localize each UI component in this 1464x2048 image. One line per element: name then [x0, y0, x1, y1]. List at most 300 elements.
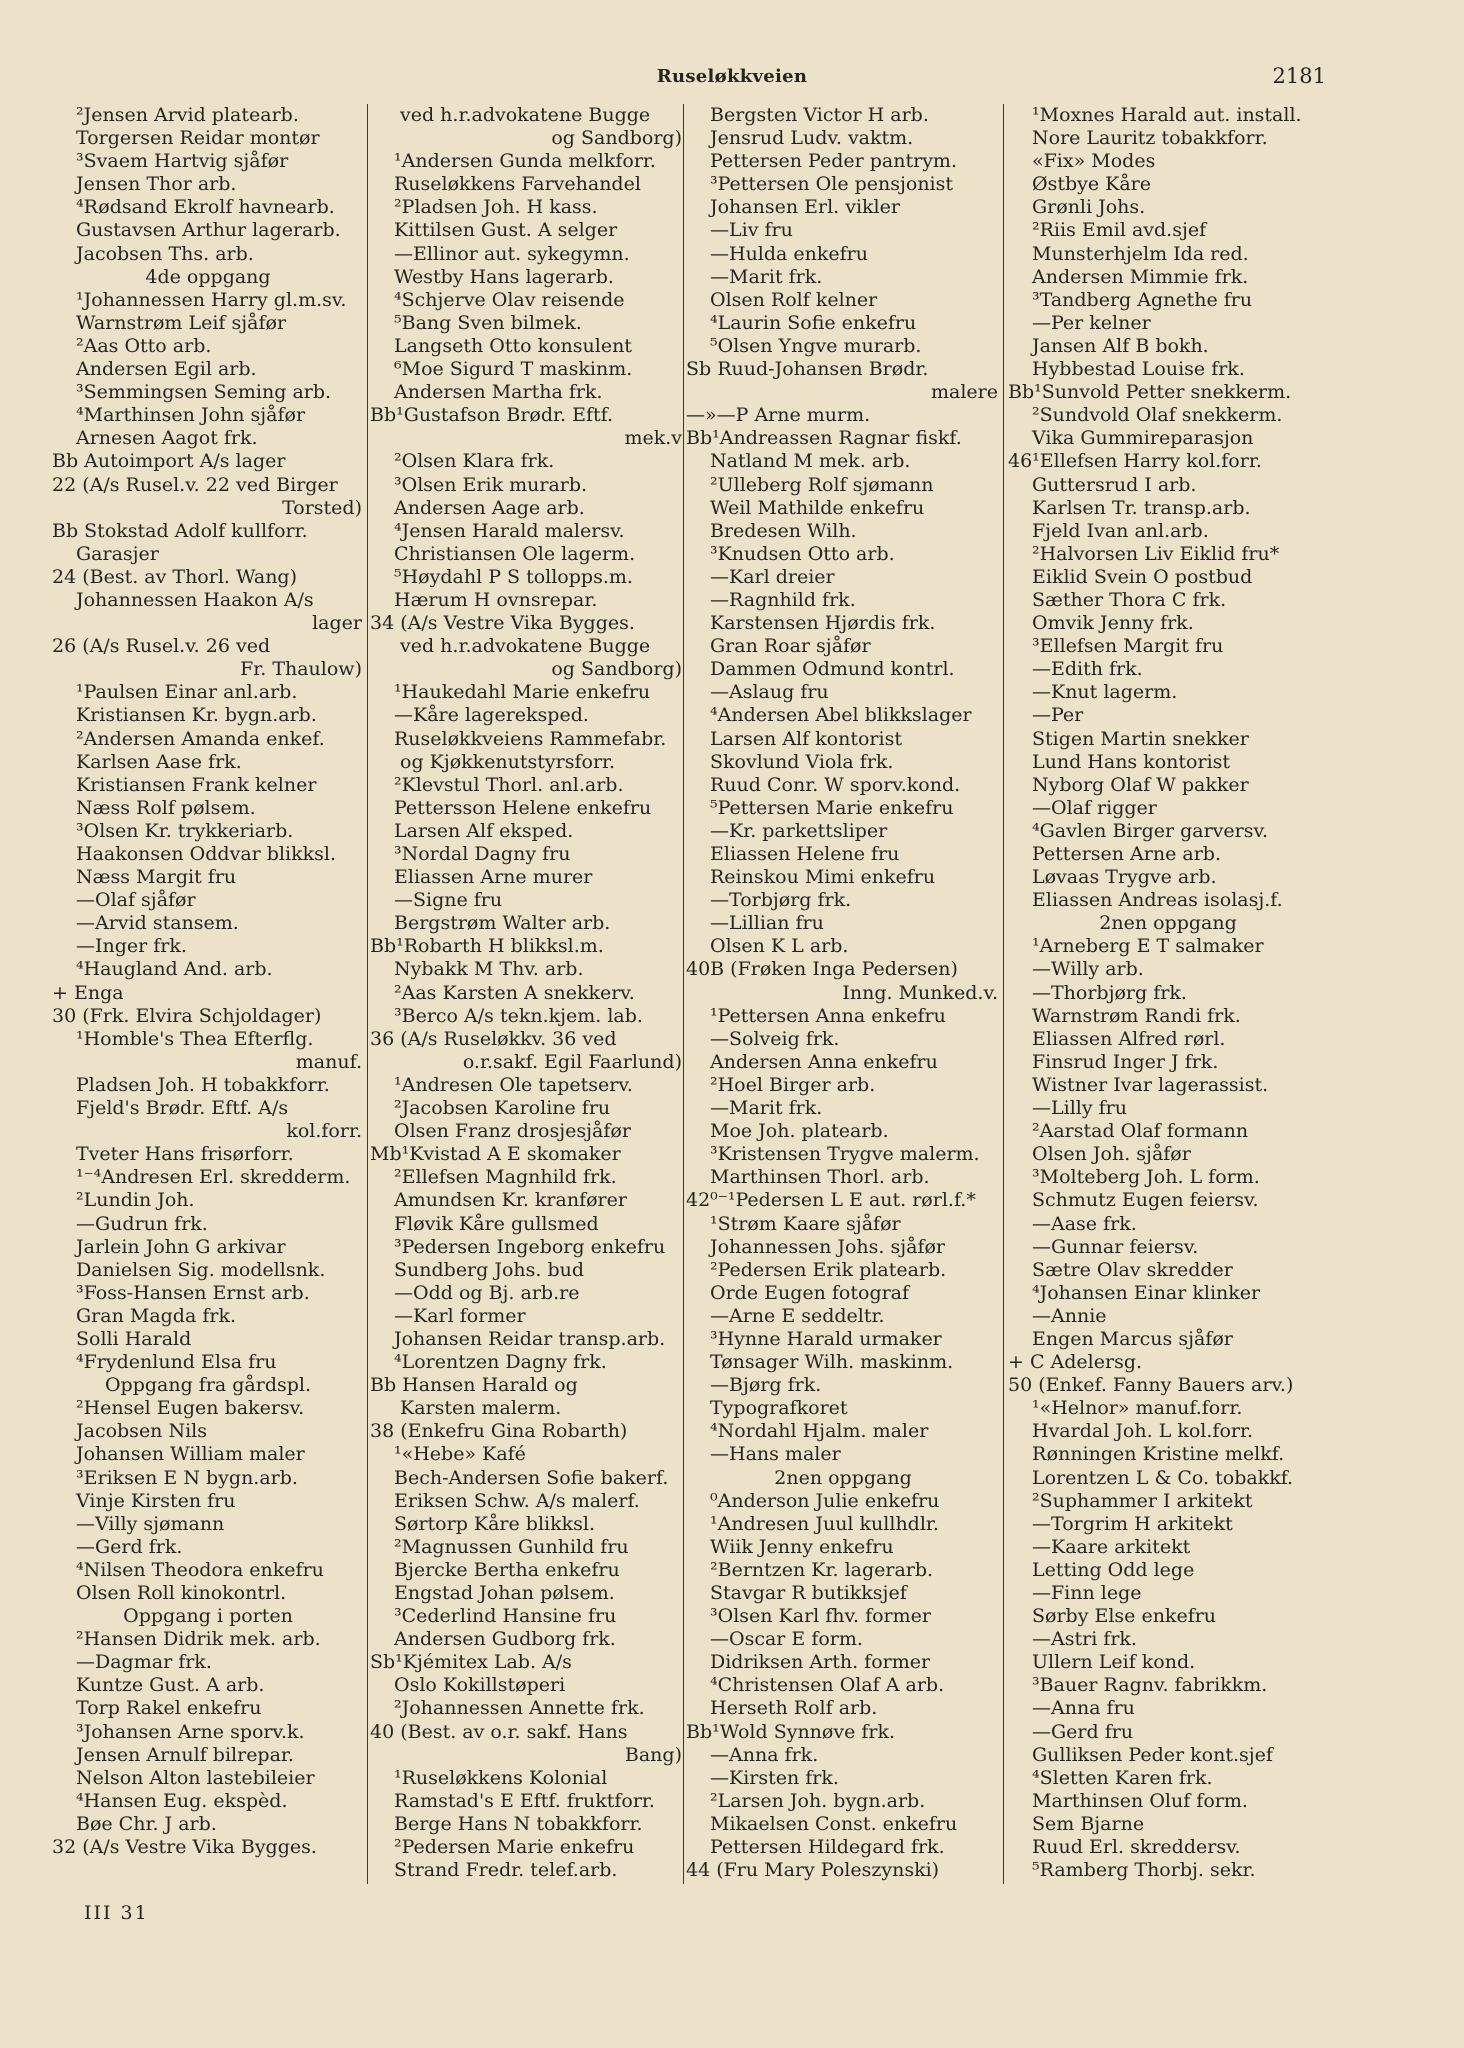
directory-entry: Næss Rolf pølsem. — [76, 796, 256, 819]
directory-entry: —Olaf rigger — [1032, 796, 1157, 819]
street-heading: Ruseløkkveien — [656, 66, 808, 87]
directory-entry: Oppgang fra gårdspl. — [104, 1374, 312, 1397]
directory-entry: Guttersrud I arb. — [1032, 473, 1197, 496]
directory-entry: Tønsager Wilh. maskinm. — [710, 1351, 954, 1374]
directory-entry: ⁴Lorentzen Dagny frk. — [394, 1351, 607, 1374]
directory-entry: 32 (A/s Vestre Vika Bygges. — [52, 1836, 317, 1859]
directory-entry: 42⁰⁻¹Pedersen L E aut. rørl.f.* — [686, 1189, 976, 1212]
directory-entry: —Villy sjømann — [76, 1512, 225, 1535]
directory-entry: «Fix» Modes — [1032, 150, 1156, 173]
column-divider — [1003, 104, 1004, 1884]
directory-entry: Andersen Aage arb. — [394, 496, 585, 519]
directory-entry: Næss Margit fru — [76, 866, 237, 889]
directory-entry: Andersen Mimmie frk. — [1032, 265, 1249, 288]
directory-entry: ³Johansen Arne sporv.k. — [76, 1720, 305, 1743]
directory-entry: ²Sundvold Olaf snekkerm. — [1032, 404, 1283, 427]
directory-entry: —Thorbjørg frk. — [1032, 981, 1187, 1004]
directory-entry: Bjercke Bertha enkefru — [394, 1558, 620, 1581]
directory-entry: —Annie — [1032, 1304, 1107, 1327]
directory-entry: Bergstrøm Walter arb. — [394, 912, 611, 935]
directory-entry: Kristiansen Kr. bygn.arb. — [76, 704, 317, 727]
directory-entry: Herseth Rolf arb. — [710, 1697, 878, 1720]
directory-entry: Løvaas Trygve arb. — [1032, 866, 1217, 889]
directory-entry: —Kåre lagereksped. — [394, 704, 589, 727]
directory-entry: Solli Harald — [76, 1327, 192, 1350]
directory-entry: Johannessen Haakon A/s — [76, 588, 314, 611]
directory-entry: ³Olsen Karl fhv. former — [710, 1605, 931, 1628]
column-divider — [367, 104, 368, 1884]
directory-entry: Rønningen Kristine melkf. — [1032, 1443, 1285, 1466]
directory-entry: Natland M mek. arb. — [710, 450, 911, 473]
directory-entry: —Gunnar feiersv. — [1032, 1235, 1199, 1258]
directory-entry: Hærum H ovnsrepar. — [394, 588, 598, 611]
directory-entry: Larsen Alf kontorist — [710, 727, 902, 750]
directory-entry: —Per kelner — [1032, 311, 1151, 334]
directory-entry: ⁴Nilsen Theodora enkefru — [76, 1558, 324, 1581]
directory-entry: ⁴Nordahl Hjalm. maler — [710, 1420, 929, 1443]
directory-entry: Jensen Thor arb. — [76, 173, 237, 196]
directory-entry: 50 (Enkef. Fanny Bauers arv.) — [1008, 1374, 1294, 1397]
directory-entry: Amundsen Kr. kranfører — [394, 1189, 627, 1212]
directory-entry: ⁴Schjerve Olav reisende — [394, 288, 625, 311]
directory-entry: Vinje Kirsten fru — [76, 1489, 236, 1512]
directory-entry: ⁴Laurin Sofie enkefru — [710, 311, 917, 334]
directory-entry: Bech-Andersen Sofie bakerf. — [394, 1466, 669, 1489]
directory-entry: Lorentzen L & Co. tobakkf. — [1032, 1466, 1294, 1489]
directory-entry: Langseth Otto konsulent — [394, 334, 632, 357]
directory-entry: Bb¹Sunvold Petter snekkerm. — [1008, 381, 1292, 404]
directory-entry: ¹Pettersen Anna enkefru — [710, 1004, 946, 1027]
directory-entry: Strand Fredr. telef.arb. — [394, 1859, 618, 1882]
directory-entry: 2nen oppgang — [1099, 912, 1237, 935]
directory-entry: —Karl dreier — [710, 565, 835, 588]
directory-entry: —Marit frk. — [710, 265, 823, 288]
directory-entry: Orde Eugen fotograf — [710, 1281, 910, 1304]
directory-entry: Kittilsen Gust. A selger — [394, 219, 618, 242]
directory-entry: —Kirsten frk. — [710, 1766, 839, 1789]
directory-entry: mek.v — [624, 427, 682, 450]
directory-entry: —Liv fru — [710, 219, 793, 242]
directory-entry: Schmutz Eugen feiersv. — [1032, 1189, 1259, 1212]
directory-entry: lager — [312, 612, 362, 635]
directory-entry: + Enga — [52, 981, 124, 1004]
directory-entry: Karstensen Hjørdis frk. — [710, 612, 936, 635]
directory-entry: Hvardal Joh. L kol.forr. — [1032, 1420, 1254, 1443]
directory-entry: —Lillian fru — [710, 912, 824, 935]
directory-entry: ³Semmingsen Seming arb. — [76, 381, 332, 404]
directory-entry: —Solveig frk. — [710, 1027, 840, 1050]
directory-entry: Mb¹Kvistad A E skomaker — [370, 1143, 621, 1166]
directory-entry: Fløvik Kåre gullsmed — [394, 1212, 599, 1235]
directory-entry: Jensrud Ludv. vaktm. — [710, 127, 914, 150]
printer-signature: III 31 — [84, 1902, 149, 1924]
directory-entry: Hybbestad Louise frk. — [1032, 358, 1245, 381]
directory-entry: Torsted) — [282, 496, 362, 519]
directory-entry: —Knut lagerm. — [1032, 681, 1178, 704]
directory-entry: ²Halvorsen Liv Eiklid fru* — [1032, 542, 1280, 565]
directory-entry: Dammen Odmund kontrl. — [710, 658, 955, 681]
directory-entry: 30 (Frk. Elvira Schjoldager) — [52, 1004, 322, 1027]
directory-entry: Østbye Kåre — [1032, 173, 1151, 196]
directory-entry: Danielsen Sig. modellsnk. — [76, 1258, 326, 1281]
directory-entry: Typografkoret — [710, 1397, 848, 1420]
directory-entry: Bredesen Wilh. — [710, 519, 857, 542]
directory-entry: Weil Mathilde enkefru — [710, 496, 925, 519]
directory-entry: —Signe fru — [394, 889, 503, 912]
directory-entry: ³Pettersen Ole pensjonist — [710, 173, 954, 196]
directory-entry: ⁵Ramberg Thorbj. sekr. — [1032, 1859, 1256, 1882]
directory-entry: Kristiansen Frank kelner — [76, 773, 317, 796]
directory-entry: ⁴Haugland And. arb. — [76, 958, 273, 981]
directory-entry: ²Pladsen Joh. H kass. — [394, 196, 598, 219]
directory-entry: Arnesen Aagot frk. — [76, 427, 258, 450]
directory-entry: ³Olsen Kr. trykkeriarb. — [76, 819, 294, 842]
directory-entry: —Anna fru — [1032, 1697, 1135, 1720]
directory-entry: ¹⁻⁴Andresen Erl. skredderm. — [76, 1166, 351, 1189]
directory-entry: —Odd og Bj. arb.re — [394, 1281, 580, 1304]
directory-entry: —Torgrim H arkitekt — [1032, 1512, 1233, 1535]
directory-entry: Warnstrøm Leif sjåfør — [76, 311, 287, 334]
directory-entry: —Bjørg frk. — [710, 1374, 822, 1397]
directory-entry: Fr. Thaulow) — [240, 658, 362, 681]
directory-entry: Ramstad's E Eftf. fruktforr. — [394, 1789, 655, 1812]
directory-entry: Fjeld Ivan anl.arb. — [1032, 519, 1209, 542]
directory-entry: Sørtorp Kåre blikksl. — [394, 1512, 595, 1535]
directory-entry: —Arvid stansem. — [76, 912, 239, 935]
directory-entry: —Anna frk. — [710, 1743, 819, 1766]
directory-entry: Berge Hans N tobakkforr. — [394, 1812, 643, 1835]
directory-entry: ²Hensel Eugen bakersv. — [76, 1397, 305, 1420]
directory-entry: Bb¹Gustafson Brødr. Eftf. — [370, 404, 614, 427]
directory-entry: Bergsten Victor H arb. — [710, 104, 929, 126]
directory-entry: Sørby Else enkefru — [1032, 1605, 1217, 1628]
directory-entry: Karlsen Tr. transp.arb. — [1032, 496, 1251, 519]
directory-entry: Nyborg Olaf W pakker — [1032, 773, 1249, 796]
directory-entry: Garasjer — [76, 542, 159, 565]
directory-entry: —Inger frk. — [76, 935, 187, 958]
directory-entry: ⁵Bang Sven bilmek. — [394, 311, 582, 334]
column-4 — [1008, 104, 1328, 1884]
directory-entry: Torp Rakel enkefru — [76, 1697, 262, 1720]
directory-entry: ⁴Frydenlund Elsa fru — [76, 1351, 277, 1374]
directory-entry: Sundberg Johs. bud — [394, 1258, 585, 1281]
directory-entry: —Aslaug fru — [710, 681, 829, 704]
directory-entry: ²Hoel Birger arb. — [710, 1073, 876, 1096]
directory-entry: ²Riis Emil avd.sjef — [1032, 219, 1207, 242]
directory-entry: ³Hynne Harald urmaker — [710, 1327, 942, 1350]
directory-entry: 26 (A/s Rusel.v. 26 ved — [52, 635, 271, 658]
directory-entry: ³Berco A/s tekn.kjem. lab. — [394, 1004, 643, 1027]
directory-entry: ²Larsen Joh. bygn.arb. — [710, 1789, 926, 1812]
directory-entry: ²Klevstul Thorl. anl.arb. — [394, 773, 624, 796]
directory-entry: Jacobsen Nils — [76, 1420, 207, 1443]
directory-entry: ¹Strøm Kaare sjåfør — [710, 1212, 901, 1235]
directory-entry: Eliassen Alfred rørl. — [1032, 1027, 1226, 1050]
directory-entry: —»—P Arne murm. — [686, 404, 871, 427]
directory-entry: Munsterhjelm Ida red. — [1032, 242, 1249, 265]
directory-entry: Olsen Rolf kelner — [710, 288, 878, 311]
directory-entry: Andersen Gudborg frk. — [394, 1628, 616, 1651]
directory-entry: ²Suphammer I arkitekt — [1032, 1489, 1253, 1512]
directory-entry: ³Olsen Erik murarb. — [394, 473, 588, 496]
directory-entry: ¹Andersen Gunda melkforr. — [394, 150, 656, 173]
directory-entry: ³Cederlind Hansine fru — [394, 1605, 617, 1628]
directory-entry: ³Molteberg Joh. L form. — [1032, 1166, 1260, 1189]
directory-entry: Fjeld's Brødr. Eftf. A/s — [76, 1097, 289, 1120]
directory-entry: —Marit frk. — [710, 1097, 823, 1120]
directory-entry: —Gerd fru — [1032, 1720, 1134, 1743]
directory-entry: Gran Magda frk. — [76, 1304, 237, 1327]
directory-entry: Haakonsen Oddvar blikksl. — [76, 843, 336, 865]
directory-entry: —Dagmar frk. — [76, 1651, 212, 1674]
directory-entry: Johansen Reidar transp.arb. — [394, 1327, 666, 1350]
directory-entry: Nybakk M Thv. arb. — [394, 958, 584, 981]
directory-entry: Eliassen Helene fru — [710, 843, 900, 865]
directory-entry: ⁰Anderson Julie enkefru — [710, 1489, 940, 1512]
directory-entry: —Hulda enkefru — [710, 242, 869, 265]
directory-entry: ²Jensen Arvid platearb. — [76, 104, 299, 126]
directory-entry: Vika Gummireparasjon — [1032, 427, 1254, 450]
directory-entry: Skovlund Viola frk. — [710, 750, 894, 773]
directory-entry: Pettersen Peder pantrym. — [710, 150, 957, 173]
page-number: 2181 — [1272, 64, 1326, 88]
column-1 — [52, 104, 364, 1884]
directory-entry: Omvik Jenny frk. — [1032, 612, 1194, 635]
directory-entry: Bb¹Robarth H blikksl.m. — [370, 935, 604, 958]
directory-entry: Pettersen Hildegard frk. — [710, 1836, 945, 1859]
directory-entry: Olsen Roll kinokontrl. — [76, 1582, 287, 1604]
directory-entry: Gran Roar sjåfør — [710, 635, 871, 658]
directory-entry: Ruseløkkens Farvehandel — [394, 173, 641, 196]
directory-entry: Gustavsen Arthur lagerarb. — [76, 219, 341, 242]
directory-entry: Stavgar R butikksjef — [710, 1582, 907, 1604]
directory-entry: —Astri frk. — [1032, 1628, 1137, 1651]
directory-entry: ²Ellefsen Magnhild frk. — [394, 1166, 617, 1189]
directory-entry: Finsrud Inger J frk. — [1032, 1050, 1219, 1073]
directory-entry: ³Bauer Ragnv. fabrikkm. — [1032, 1674, 1268, 1697]
directory-entry: —Torbjørg frk. — [710, 889, 852, 912]
directory-entry: Gulliksen Peder kont.sjef — [1032, 1743, 1273, 1766]
directory-entry: ³Foss-Hansen Ernst arb. — [76, 1281, 310, 1304]
directory-entry: ²Pedersen Marie enkefru — [394, 1836, 635, 1859]
directory-entry: Jacobsen Ths. arb. — [76, 242, 254, 265]
directory-entry: ¹Ruseløkkens Kolonial — [394, 1766, 608, 1789]
directory-entry: ²Andersen Amanda enkef. — [76, 727, 325, 750]
directory-entry: Didriksen Arth. former — [710, 1651, 931, 1674]
directory-entry: ²Olsen Klara frk. — [394, 450, 555, 473]
directory-entry: manuf. — [295, 1050, 362, 1073]
directory-entry: —Ellinor aut. sykegymn. — [394, 242, 630, 265]
directory-entry: ²Lundin Joh. — [76, 1189, 195, 1212]
directory-entry: Oppgang i porten — [123, 1605, 293, 1628]
directory-entry: kol.forr. — [286, 1120, 362, 1143]
directory-entry: Eliassen Andreas isolasj.f. — [1032, 889, 1283, 912]
directory-entry: ³Knudsen Otto arb. — [710, 542, 895, 565]
directory-entry: ⁴Hansen Eug. ekspèd. — [76, 1789, 288, 1812]
directory-entry: —Per — [1032, 704, 1084, 727]
directory-entry: og Sandborg) — [551, 127, 682, 150]
directory-entry: Wiik Jenny enkefru — [710, 1535, 894, 1558]
directory-entry: o.r.sakf. Egil Faarlund) — [462, 1050, 682, 1073]
directory-entry: —Oscar E form. — [710, 1628, 863, 1651]
directory-entry: Johansen William maler — [76, 1443, 305, 1466]
directory-entry: 44 (Fru Mary Poleszynski) — [686, 1859, 940, 1882]
directory-entry: Eiklid Svein O postbud — [1032, 565, 1253, 588]
directory-entry: Christiansen Ole lagerm. — [394, 542, 636, 565]
directory-entry: ved h.r.advokatene Bugge — [400, 635, 651, 658]
directory-entry: Pettersson Helene enkefru — [394, 796, 652, 819]
directory-entry: ⁴Marthinsen John sjåfør — [76, 404, 306, 427]
directory-entry: Sb Ruud-Johansen Brødr. — [686, 358, 929, 381]
directory-entry: Olsen Joh. sjåfør — [1032, 1143, 1191, 1166]
directory-entry: Reinskou Mimi enkefru — [710, 866, 936, 889]
directory-entry: ¹Paulsen Einar anl.arb. — [76, 681, 298, 704]
directory-entry: 38 (Enkefru Gina Robarth) — [370, 1420, 628, 1443]
directory-entry: Grønli Johs. — [1032, 196, 1146, 219]
directory-entry: ³Ellefsen Margit fru — [1032, 635, 1224, 658]
directory-entry: Olsen K L arb. — [710, 935, 849, 958]
directory-entry: Wistner Ivar lagerassist. — [1032, 1073, 1269, 1096]
directory-entry: 40 (Best. av o.r. sakf. Hans — [370, 1720, 628, 1743]
directory-entry: ¹«Hebe» Kafé — [394, 1443, 526, 1466]
directory-entry: Engstad Johan pølsem. — [394, 1582, 615, 1604]
directory-entry: 4de oppgang — [145, 265, 271, 288]
directory-entry: Nore Lauritz tobakkforr. — [1032, 127, 1268, 150]
directory-entry: —Arne E seddeltr. — [710, 1304, 885, 1327]
directory-entry: Bb Hansen Harald og — [370, 1374, 578, 1397]
directory-entry: Nelson Alton lastebileier — [76, 1766, 315, 1789]
directory-entry: ⁴Rødsand Ekrolf havnearb. — [76, 196, 335, 219]
directory-entry: Bøe Chr. J arb. — [76, 1812, 217, 1835]
directory-entry: Warnstrøm Randi frk. — [1032, 1004, 1241, 1027]
directory-entry: Torgersen Reidar montør — [76, 127, 320, 150]
directory-entry: Bb¹Wold Synnøve frk. — [686, 1720, 896, 1743]
directory-entry: Pladsen Joh. H tobakkforr. — [76, 1073, 330, 1096]
directory-entry: 36 (A/s Ruseløkkv. 36 ved — [370, 1027, 617, 1050]
directory-entry: ¹Haukedahl Marie enkefru — [394, 681, 651, 704]
directory-entry: ved h.r.advokatene Bugge — [400, 104, 651, 126]
directory-entry: ²Hansen Didrik mek. arb. — [76, 1628, 321, 1651]
directory-entry: 46¹Ellefsen Harry kol.forr. — [1008, 450, 1262, 473]
directory-entry: Ruud Conr. W sporv.kond. — [710, 773, 961, 796]
directory-entry: Mikaelsen Const. enkefru — [710, 1812, 958, 1835]
directory-entry: Sem Bjarne — [1032, 1812, 1145, 1835]
directory-entry: ⁴Andersen Abel blikkslager — [710, 704, 972, 727]
directory-entry: ⁴Christensen Olaf A arb. — [710, 1674, 945, 1697]
directory-entry: —Karl former — [394, 1304, 526, 1327]
directory-entry: 40B (Frøken Inga Pedersen) — [686, 958, 958, 981]
directory-entry: Marthinsen Oluf form. — [1032, 1789, 1248, 1812]
directory-entry: 24 (Best. av Thorl. Wang) — [52, 565, 298, 588]
directory-entry: ³Kristensen Trygve malerm. — [710, 1143, 980, 1166]
directory-entry: ⁴Johansen Einar klinker — [1032, 1281, 1261, 1304]
directory-entry: Ruseløkkveiens Rammefabr. — [394, 727, 667, 750]
directory-entry: —Kaare arkitekt — [1032, 1535, 1191, 1558]
column-2 — [370, 104, 684, 1884]
directory-entry: —Lilly fru — [1032, 1097, 1127, 1120]
directory-entry: Ullern Leif kond. — [1032, 1651, 1196, 1674]
directory-entry: ¹Andresen Ole tapetserv. — [394, 1073, 633, 1096]
directory-entry: —Edith frk. — [1032, 658, 1143, 681]
directory-entry: ¹Andresen Juul kullhdlr. — [710, 1512, 939, 1535]
directory-entry: ²Magnussen Gunhild fru — [394, 1535, 629, 1558]
directory-entry: ¹Moxnes Harald aut. install. — [1032, 104, 1302, 126]
directory-entry: ¹Homble's Thea Efterflg. — [76, 1027, 314, 1050]
directory-entry: ³Pedersen Ingeborg enkefru — [394, 1235, 666, 1258]
directory-entry: ³Nordal Dagny fru — [394, 843, 571, 865]
directory-entry: —Willy arb. — [1032, 958, 1144, 981]
directory-entry: 22 (A/s Rusel.v. 22 ved Birger — [52, 473, 338, 496]
directory-entry: + C Adelersg. — [1008, 1351, 1143, 1374]
directory-entry: Sætre Olav skredder — [1032, 1258, 1233, 1281]
directory-entry: —Olaf sjåfør — [76, 889, 196, 912]
directory-entry: ¹«Helnor» manuf.forr. — [1032, 1397, 1243, 1420]
directory-entry: og Kjøkkenutstyrsforr. — [400, 750, 616, 773]
directory-entry: ³Eriksen E N bygn.arb. — [76, 1466, 298, 1489]
directory-entry: Bb¹Andreassen Ragnar fiskf. — [686, 427, 962, 450]
directory-entry: ³Tandberg Agnethe fru — [1032, 288, 1253, 311]
directory-entry: Sb¹Kjémitex Lab. A/s — [370, 1651, 572, 1674]
directory-entry: 34 (A/s Vestre Vika Bygges. — [370, 612, 635, 635]
directory-entry: Eliassen Arne murer — [394, 866, 593, 889]
directory-entry: og Sandborg) — [551, 658, 682, 681]
directory-entry: —Gudrun frk. — [76, 1212, 208, 1235]
directory-entry: Westby Hans lagerarb. — [394, 265, 614, 288]
directory-entry: Karsten malerm. — [400, 1397, 562, 1420]
directory-entry: ²Aas Otto arb. — [76, 334, 212, 357]
directory-entry: Sæther Thora C frk. — [1032, 588, 1227, 611]
directory-entry: —Finn lege — [1032, 1582, 1142, 1604]
directory-entry: ⁵Høydahl P S tollopps.m. — [394, 565, 633, 588]
directory-entry: Larsen Alf eksped. — [394, 819, 574, 842]
directory-entry: Marthinsen Thorl. arb. — [710, 1166, 930, 1189]
directory-entry: Andersen Martha frk. — [394, 381, 603, 404]
directory-entry: Oslo Kokillstøperi — [394, 1674, 566, 1697]
directory-entry: Lund Hans kontorist — [1032, 750, 1231, 773]
directory-entry: Kuntze Gust. A arb. — [76, 1674, 265, 1697]
directory-entry: —Gerd frk. — [76, 1535, 183, 1558]
directory-entry: malere — [931, 381, 998, 404]
directory-entry: Engen Marcus sjåfør — [1032, 1327, 1233, 1350]
directory-entry: ¹Arneberg E T salmaker — [1032, 935, 1264, 958]
directory-entry: Jansen Alf B bokh. — [1032, 334, 1209, 357]
directory-entry: ²Jacobsen Karoline fru — [394, 1097, 611, 1120]
directory-entry: Bang) — [624, 1743, 682, 1766]
directory-entry: Johansen Erl. vikler — [710, 196, 900, 219]
directory-entry: Ruud Erl. skreddersv. — [1032, 1836, 1241, 1859]
directory-entry: ⁶Moe Sigurd T maskinm. — [394, 358, 633, 381]
directory-entry: —Aase frk. — [1032, 1212, 1137, 1235]
directory-entry: Olsen Franz drosjesjåfør — [394, 1120, 631, 1143]
directory-entry: Letting Odd lege — [1032, 1558, 1195, 1581]
directory-entry: Andersen Anna enkefru — [710, 1050, 938, 1073]
directory-entry: ⁴Sletten Karen frk. — [1032, 1766, 1213, 1789]
directory-entry: Jensen Arnulf bilrepar. — [76, 1743, 294, 1766]
directory-entry: Bb Autoimport A/s lager — [52, 450, 286, 473]
directory-entry: Andersen Egil arb. — [76, 358, 257, 381]
directory-entry: 2nen oppgang — [774, 1466, 912, 1489]
directory-entry: Karlsen Aase frk. — [76, 750, 242, 773]
column-3 — [686, 104, 1000, 1884]
directory-entry: ²Aarstad Olaf formann — [1032, 1120, 1249, 1143]
directory-entry: ⁵Olsen Yngve murarb. — [710, 334, 922, 357]
directory-entry: ³Svaem Hartvig sjåfør — [76, 150, 289, 173]
directory-entry: ⁴Jensen Harald malersv. — [394, 519, 625, 542]
directory-entry: ²Johannessen Annette frk. — [394, 1697, 645, 1720]
directory-entry: Stigen Martin snekker — [1032, 727, 1249, 750]
directory-entry: ⁵Pettersen Marie enkefru — [710, 796, 954, 819]
directory-entry: Pettersen Arne arb. — [1032, 843, 1221, 865]
